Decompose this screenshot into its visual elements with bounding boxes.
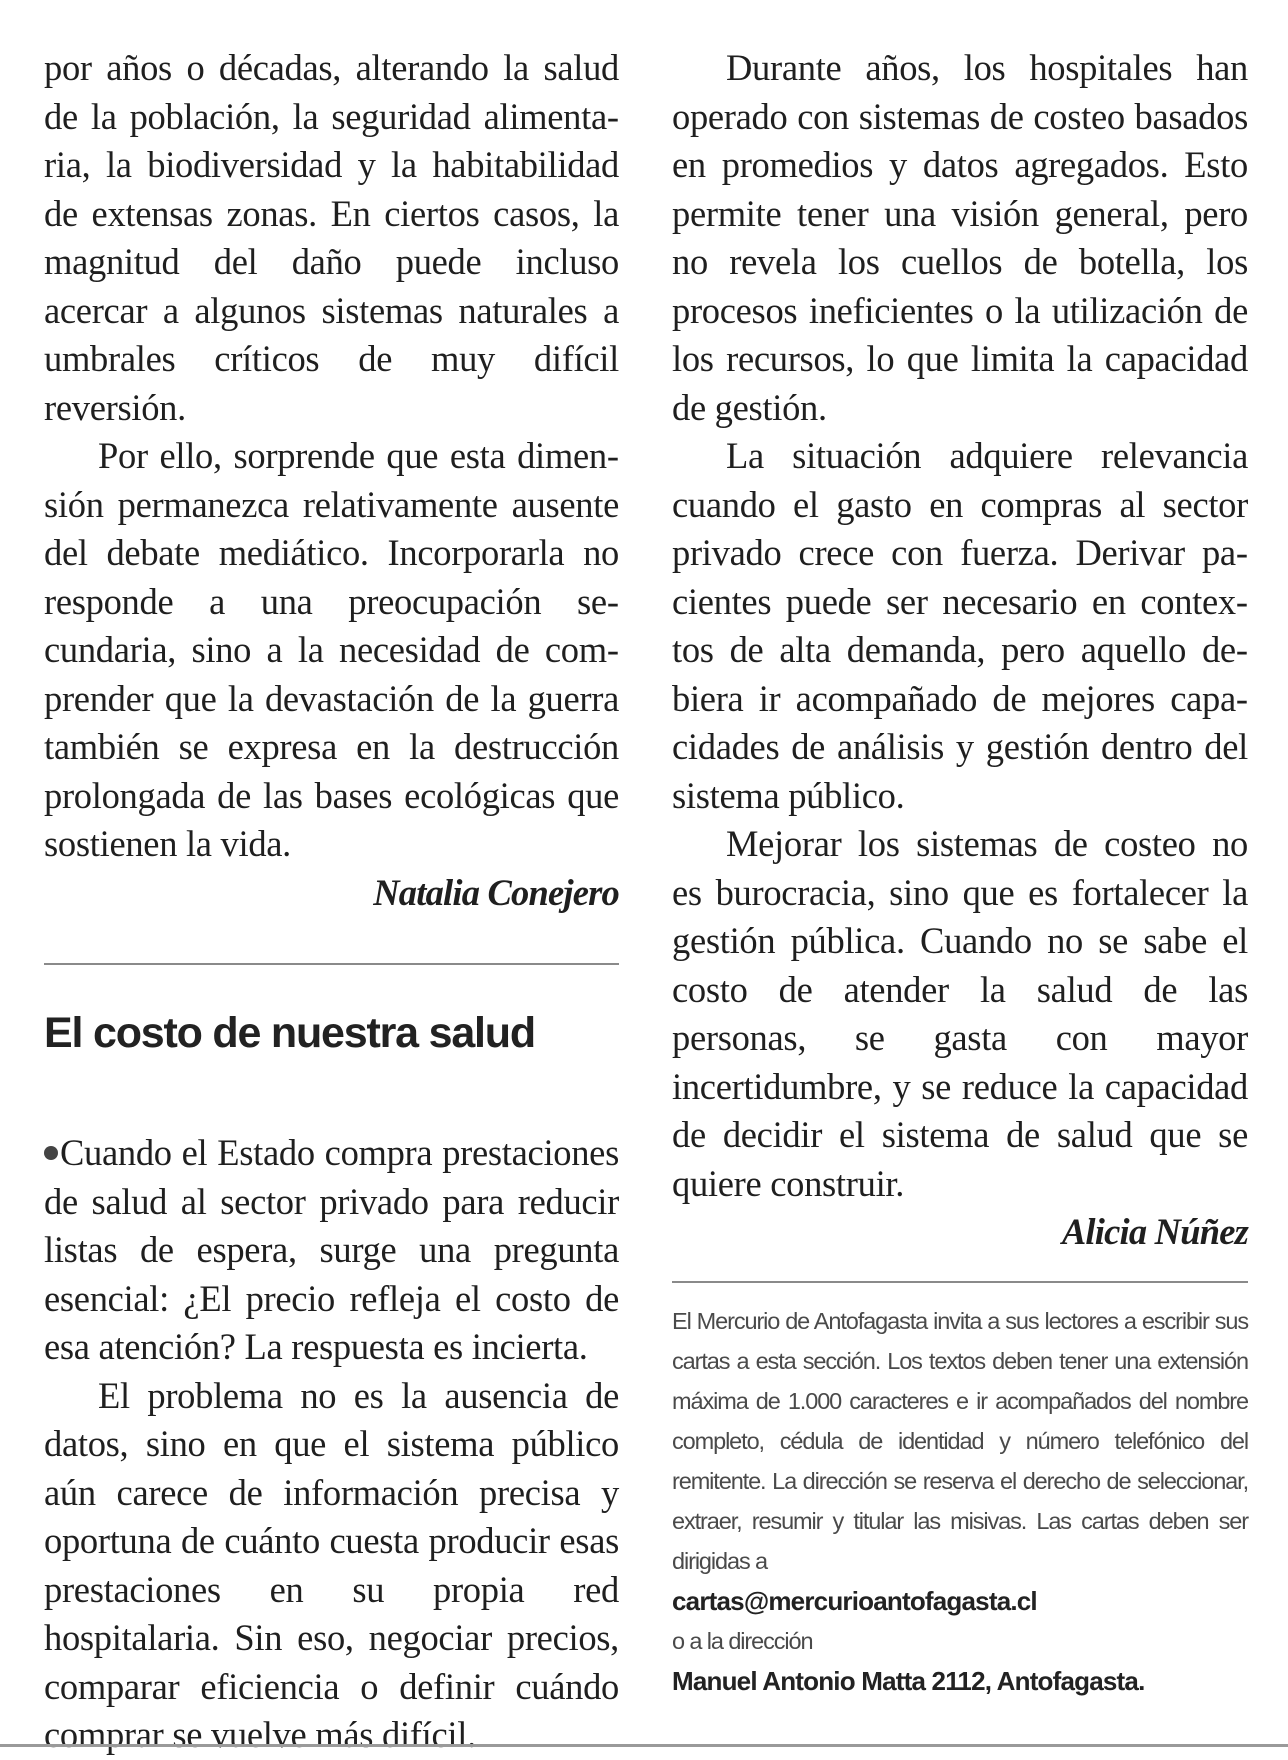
notice-text: El Mercurio de Antofagasta invita a sus lectores a escribir sus cartas a esta sección. Los textos deben tener una extensión máxima de 1.000 caracteres e ir acompañados del nombre completo, cédula de identidad y número telefónico del remitente. La dirección se reserva el derecho de seleccionar, extraer, resumir y titular las misivas. Las cartas deben ser dirigidas a	[672, 1307, 1248, 1574]
right-column	[672, 44, 1248, 1701]
letter-1-paragraph-2: Por ello, sorprende que esta dimensión permanezca relativamente ausente del debate mediático. Incorporarla no responde a una preocupación secundaria, sino a la necesidad de comprender que la devastación de la guerra también se expresa en la destrucción prolongada de las bases ecológicas que sostienen la vida.	[44, 435, 619, 864]
notice-divider	[672, 1281, 1248, 1283]
letter-2-paragraph-3: Durante años, los hospitales han operado con sistemas de costeo basados en promedios y datos agregados. Esto permite tener una visión general, pero no revela los cuellos de botella, los procesos ineficientes o la utilización de los recursos, lo que limita la capacidad de gestión.	[672, 47, 1248, 428]
notice-address: Manuel Antonio Matta 2112, Antofagasta.	[672, 1665, 1145, 1696]
page-bottom-rule	[0, 1744, 1288, 1747]
letter-2-paragraph-5: Mejorar los sistemas de costeo no es burocracia, sino que es fortalecer la gestión pública. Cuando no se sabe el costo de atender la salud de las personas, se gasta con mayor incertidumbre, y se reduce la capacidad de decidir el sistema de salud que se quiere construir.	[672, 823, 1248, 1204]
letter-2-paragraph-1	[44, 1129, 619, 1372]
letter-2-paragraph-4: La situación adquiere relevancia cuando el gasto en compras al sector privado crece con fuerza. Derivar pacientes puede ser necesario en contextos de alta demanda, pero aquello debiera ir acompañado de mejores capacidades de análisis y gestión dentro del sistema público.	[672, 435, 1248, 816]
bullet-icon	[44, 1146, 58, 1160]
letter-2-paragraph-1-text: Cuando el Estado compra prestaciones de salud al sector privado para reducir listas de espera, surge una pregunta esencial: ¿El precio refleja el costo de esa atención? La respuesta es incierta.	[44, 1132, 619, 1367]
notice-email[interactable]: cartas@mercurioantofagasta.cl	[672, 1585, 1037, 1616]
notice-or-address: o a la dirección	[672, 1627, 813, 1654]
letter-2-paragraph-2: El problema no es la ausencia de datos, sino en que el sistema público aún carece de información precisa y oportuna de cuánto cuesta producir esas prestaciones en su propia red hospitalaria. Sin eso, negociar precios, comparar eficiencia o definir cuándo comprar se vuelve más difícil.	[44, 1374, 619, 1755]
left-column	[44, 44, 619, 1760]
submission-notice	[672, 1301, 1248, 1701]
letter-2-headline: El costo de nuestra salud	[44, 1009, 535, 1057]
section-divider	[44, 963, 619, 965]
letter-1-paragraph-1: por años o décadas, alterando la salud de la población, la seguridad alimentaria, la biodiversidad y la habitabilidad de extensas zonas. En ciertos casos, la magnitud del daño puede incluso acercar a algunos sistemas naturales a umbrales críticos de muy difícil reversión.	[44, 47, 619, 428]
letter-1-signature: Natalia Conejero	[373, 871, 619, 913]
letter-2-signature: Alicia Núñez	[1061, 1211, 1248, 1252]
